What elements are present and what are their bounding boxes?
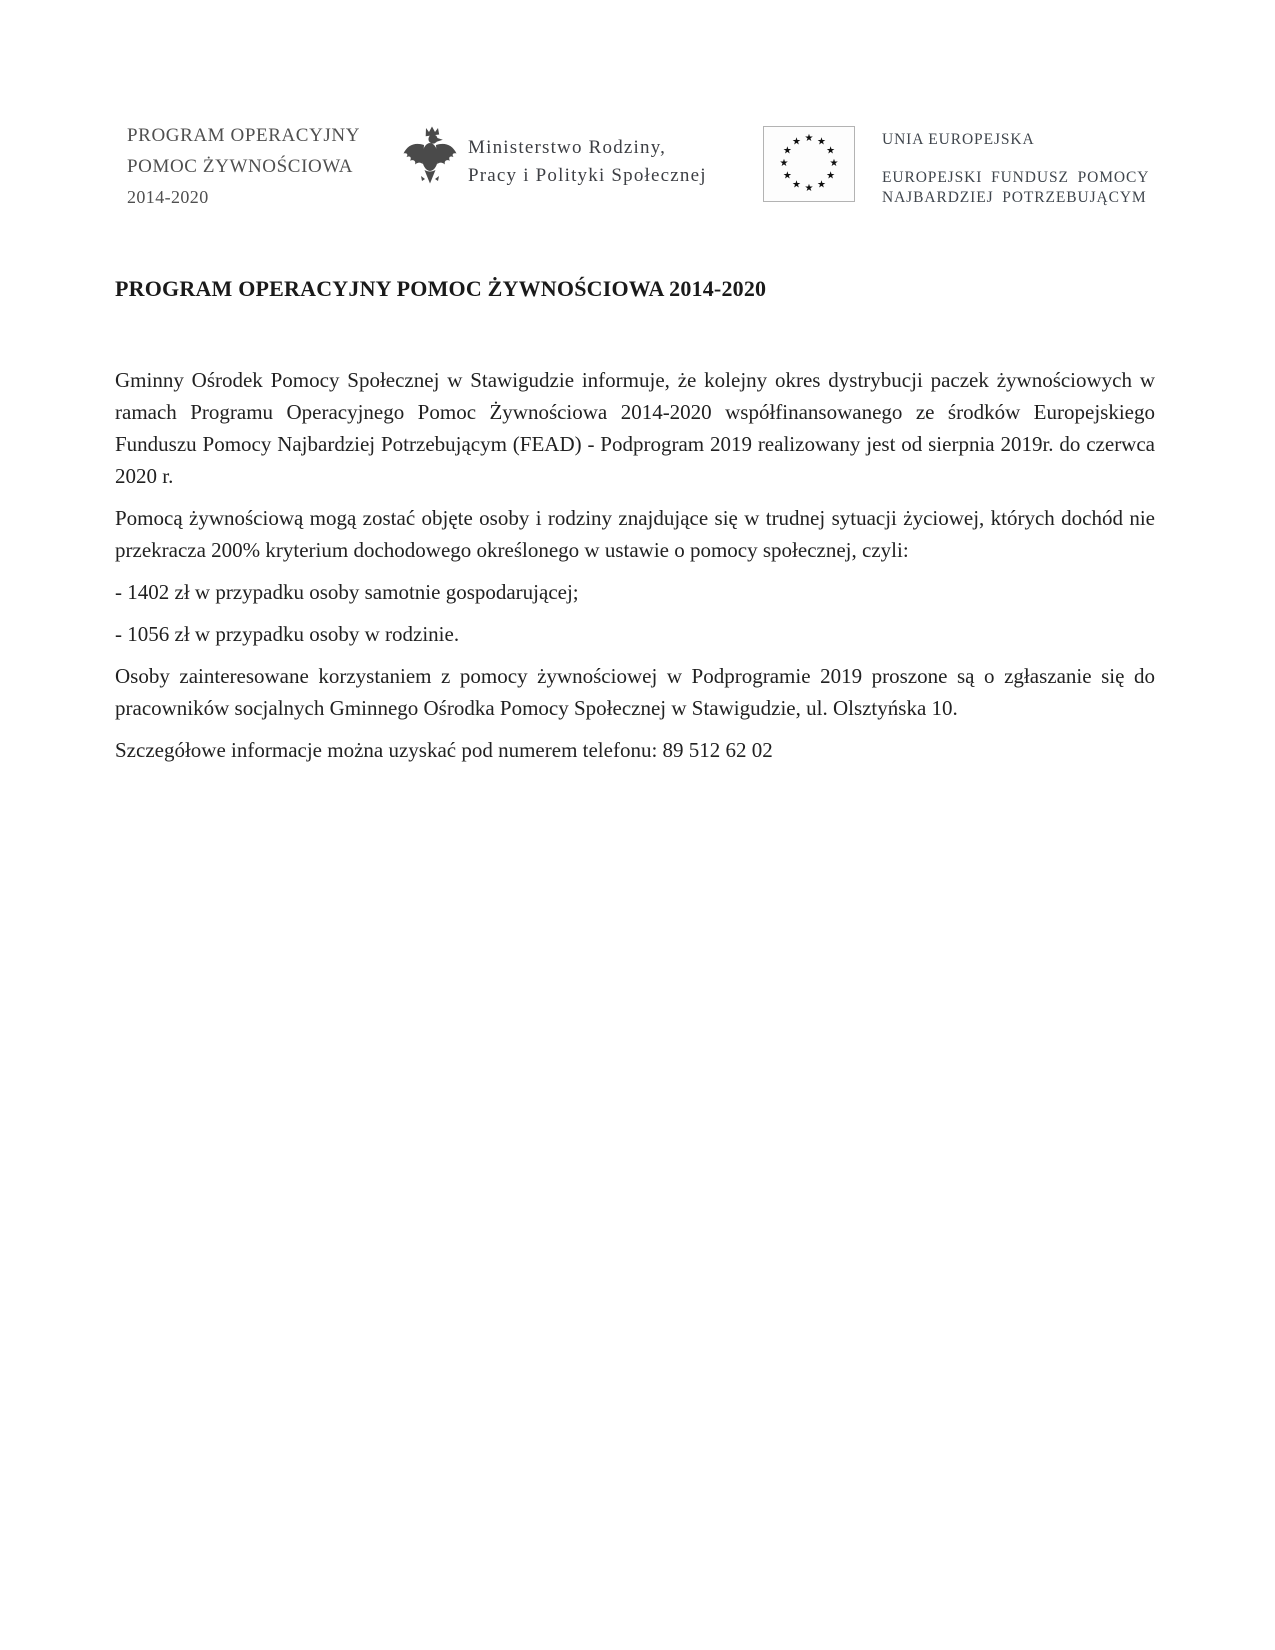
page-title: PROGRAM OPERACYJNY POMOC ŻYWNOŚCIOWA 2014-2020 xyxy=(115,276,767,301)
eu-flag-icon xyxy=(763,126,855,202)
document-content xyxy=(115,276,1155,776)
eu-star-icon: ★ xyxy=(826,170,836,182)
eu-logo-line3: NAJBARDZIEJ POTRZEBUJĄCYM xyxy=(882,189,1147,206)
eu-star-icon: ★ xyxy=(779,158,789,169)
program-logo xyxy=(127,120,360,213)
eu-logo xyxy=(763,126,1149,208)
polish-eagle-icon xyxy=(402,120,458,192)
eu-logo-line2: EUROPEJSKI FUNDUSZ POMOCY xyxy=(882,169,1150,186)
eu-star-icon: ★ xyxy=(817,136,826,148)
eu-star-icon: ★ xyxy=(804,133,814,144)
eu-star-icon: ★ xyxy=(826,145,836,157)
eu-star-icon: ★ xyxy=(792,179,801,191)
paragraph-income-criteria: Pomocą żywnościową mogą zostać objęte osoby i rodziny znajdujące się w trudnej sytuacji życiowej, których dochód nie przekracza 200% kryterium dochodowego określonego w ustawie o pomocy społecznej, czyli: xyxy=(115,506,1155,562)
list-item-single-person: - 1402 zł w przypadku osoby samotnie gospodarującej; xyxy=(115,580,579,604)
paragraph-program-info: Gminny Ośrodek Pomocy Społecznej w Stawigudzie informuje, że kolejny okres dystrybucji paczek żywnościowych w ramach Programu Operacyjnego Pomoc Żywnościowa 2014-2020 współfinansowanego ze środków Europejskiego Funduszu Pomocy Najbardziej Potrzebującym (FEAD) - Podprogram 2019 realizowany jest od sierpnia 2019r. do czerwca 2020 r. xyxy=(115,368,1155,488)
program-logo-line3: 2014-2020 xyxy=(127,187,209,207)
eu-star-icon: ★ xyxy=(829,158,839,169)
ministry-logo-line2: Pracy i Polityki Społecznej xyxy=(468,165,707,186)
ministry-logo-line1: Ministerstwo Rodziny, xyxy=(468,137,667,158)
list-item-family-person: - 1056 zł w przypadku osoby w rodzinie. xyxy=(115,622,460,646)
eu-logo-line1: UNIA EUROPEJSKA xyxy=(882,131,1035,148)
eu-star-icon: ★ xyxy=(817,179,826,191)
paragraph-contact-info: Osoby zainteresowane korzystaniem z pomocy żywnościowej w Podprogramie 2019 proszone są o zgłaszanie się do pracowników socjalnych Gminnego Ośrodka Pomocy Społecznej w Stawigudzie, ul. Olsztyńska 10. xyxy=(115,664,1155,720)
program-logo-line1: PROGRAM OPERACYJNY xyxy=(127,125,361,146)
eu-star-icon: ★ xyxy=(804,183,814,194)
eu-star-icon: ★ xyxy=(782,170,792,182)
eu-logo-text xyxy=(882,126,1149,208)
eu-star-icon: ★ xyxy=(792,136,801,148)
ministry-logo-text xyxy=(468,120,707,190)
eu-star-icon: ★ xyxy=(782,145,792,157)
program-logo-line2: POMOC ŻYWNOŚCIOWA xyxy=(127,156,354,177)
paragraph-phone-info: Szczegółowe informacje można uzyskać pod numerem telefonu: 89 512 62 02 xyxy=(115,738,773,762)
ministry-logo xyxy=(402,120,707,192)
